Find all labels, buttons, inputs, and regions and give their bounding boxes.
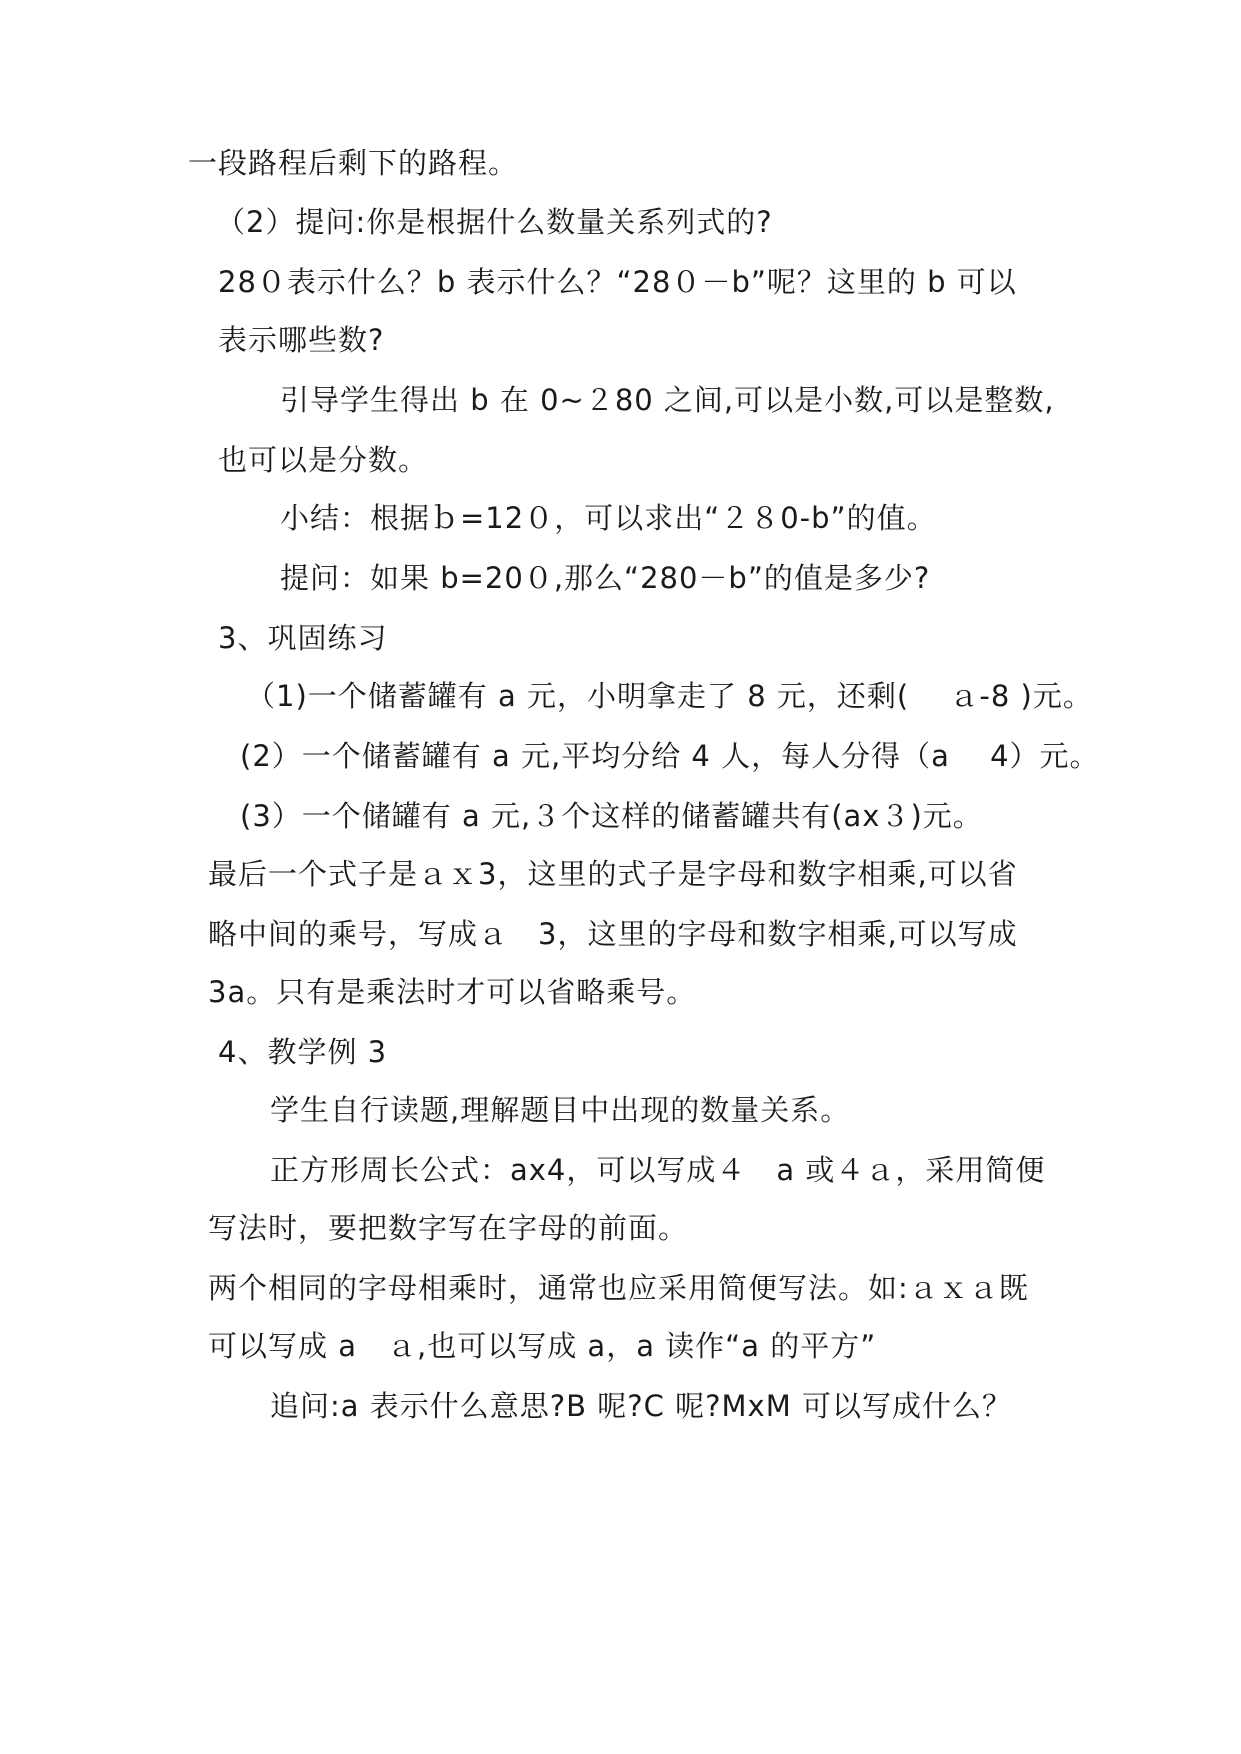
text-line: 小结：根据ｂ=12０，可以求出“２８0-b”的值。 [280, 501, 937, 535]
text-line: 学生自行读题,理解题目中出现的数量关系。 [270, 1093, 851, 1127]
text-line: 28０表示什么？b 表示什么？“28０－b”呢？这里的 b 可以 [218, 265, 1017, 299]
text-line: 引导学生得出 b 在 0~２80 之间,可以是小数,可以是整数, [280, 383, 1055, 417]
text-line: 可以写成 a ａ,也可以写成 a，a 读作“a 的平方” [208, 1329, 877, 1363]
text-line: 3a。只有是乘法时才可以省略乘号。 [208, 975, 697, 1009]
text-line: 正方形周长公式：ax4，可以写成４ a 或４ａ，采用简便 [270, 1153, 1046, 1187]
text-line: （2）提问:你是根据什么数量关系列式的? [216, 205, 773, 239]
text-line: 两个相同的字母相乘时，通常也应采用简便写法。如:ａｘａ既 [208, 1271, 1029, 1305]
section-heading: 4、教学例 3 [218, 1035, 388, 1069]
text-line: 一段路程后剩下的路程。 [188, 146, 519, 180]
text-line: 提问：如果 b=20０,那么“280－b”的值是多少? [280, 561, 931, 595]
text-line: (2）一个储蓄罐有 a 元,平均分给 4 人，每人分得（a 4）元。 [240, 739, 1100, 773]
text-line: 最后一个式子是ａｘ3，这里的式子是字母和数字相乘,可以省 [208, 857, 1018, 891]
text-line: 也可以是分数。 [218, 443, 429, 477]
text-line: 表示哪些数? [218, 323, 385, 357]
text-line: (3）一个储罐有 a 元,３个这样的储蓄罐共有(ax３)元。 [240, 799, 983, 833]
text-line: 追问:a 表示什么意思?B 呢?C 呢?MxM 可以写成什么？ [270, 1389, 1012, 1423]
text-line: （1)一个储蓄罐有 a 元，小明拿走了 8 元，还剩( ａ-8 )元。 [246, 679, 1093, 713]
section-heading: 3、巩固练习 [218, 621, 388, 655]
text-line: 略中间的乘号，写成ａ 3，这里的字母和数字相乘,可以写成 [208, 917, 1018, 951]
text-line: 写法时，要把数字写在字母的前面。 [208, 1211, 689, 1245]
